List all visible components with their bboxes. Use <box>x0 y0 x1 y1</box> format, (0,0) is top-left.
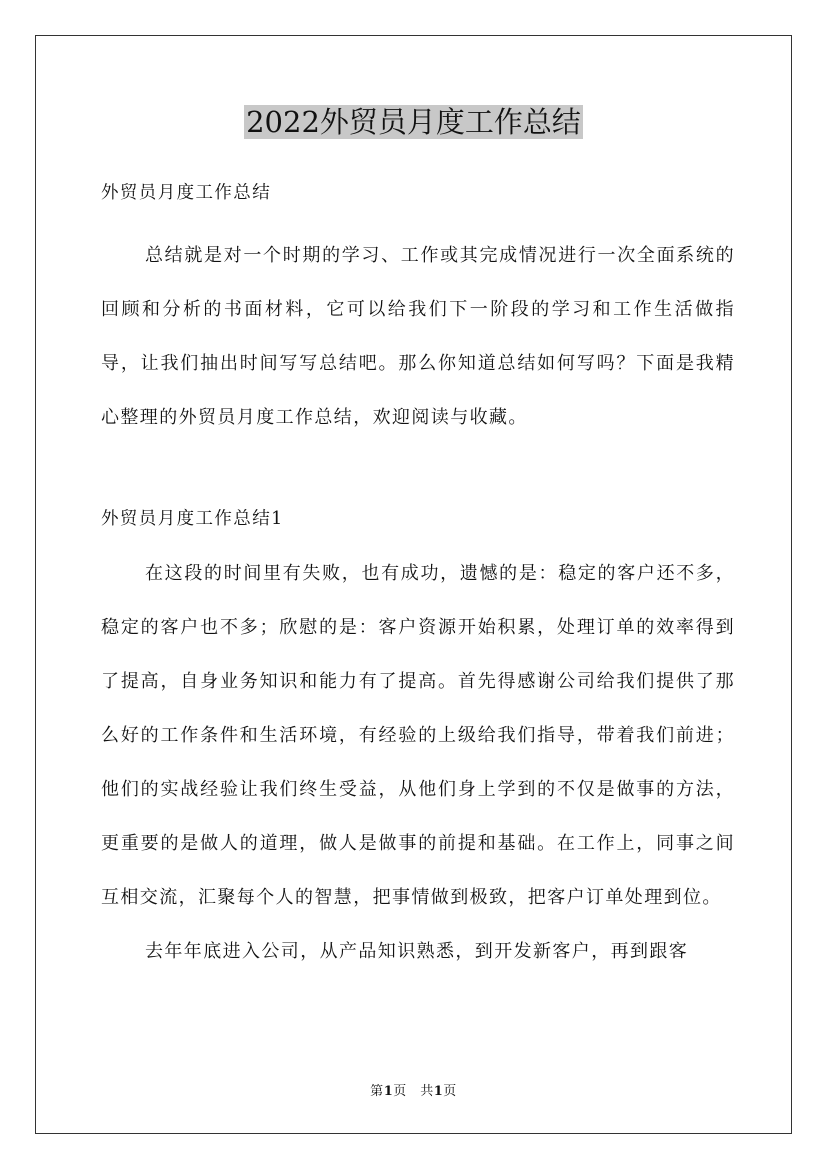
page-footer <box>0 1082 827 1102</box>
document-body <box>101 175 735 979</box>
body-paragraph: 在这段的时间里有失败，也有成功，遗憾的是：稳定的客户还不多，稳定的客户也不多；欣慰的是：客户资源开始积累，处理订单的效率得到了提高，自身业务知识和能力有了提高。首先得感谢公司给我们提供了那么好的工作条件和生活环境，有经验的上级给我们指导，带着我们前进；他们的实战经验让我们终生受益，从他们身上学到的不仅是做事的方法，更重要的是做人的道理，做人是做事的前提和基础。在工作上，同事之间互相交流，汇聚每个人的智慧，把事情做到极致，把客户订单处理到位。 <box>101 563 735 908</box>
document-title <box>0 100 827 144</box>
body-paragraph: 去年年底进入公司，从产品知识熟悉，到开发新客户，再到跟客 <box>145 941 689 962</box>
document-subtitle: 外贸员月度工作总结 <box>101 183 272 203</box>
page-number: 1 <box>383 1084 394 1099</box>
footer-suffix: 页 <box>443 1084 457 1099</box>
spacer <box>101 445 735 501</box>
intro-paragraph: 总结就是对一个时期的学习、工作或其完成情况进行一次全面系统的回顾和分析的书面材料，它可以给我们下一阶段的学习和工作生活做指导，让我们抽出时间写写总结吧。那么你知道总结如何写吗？下面是我精心整理的外贸员月度工作总结，欢迎阅读与收藏。 <box>101 245 735 428</box>
section-heading: 外贸员月度工作总结1 <box>101 509 284 529</box>
footer-mid: 页 共 <box>393 1084 434 1099</box>
footer-prefix: 第 <box>370 1084 384 1099</box>
spacer <box>101 537 735 547</box>
page-total: 1 <box>433 1084 444 1099</box>
document-title-text: 2022外贸员月度工作总结 <box>246 105 581 139</box>
spacer <box>101 211 735 229</box>
